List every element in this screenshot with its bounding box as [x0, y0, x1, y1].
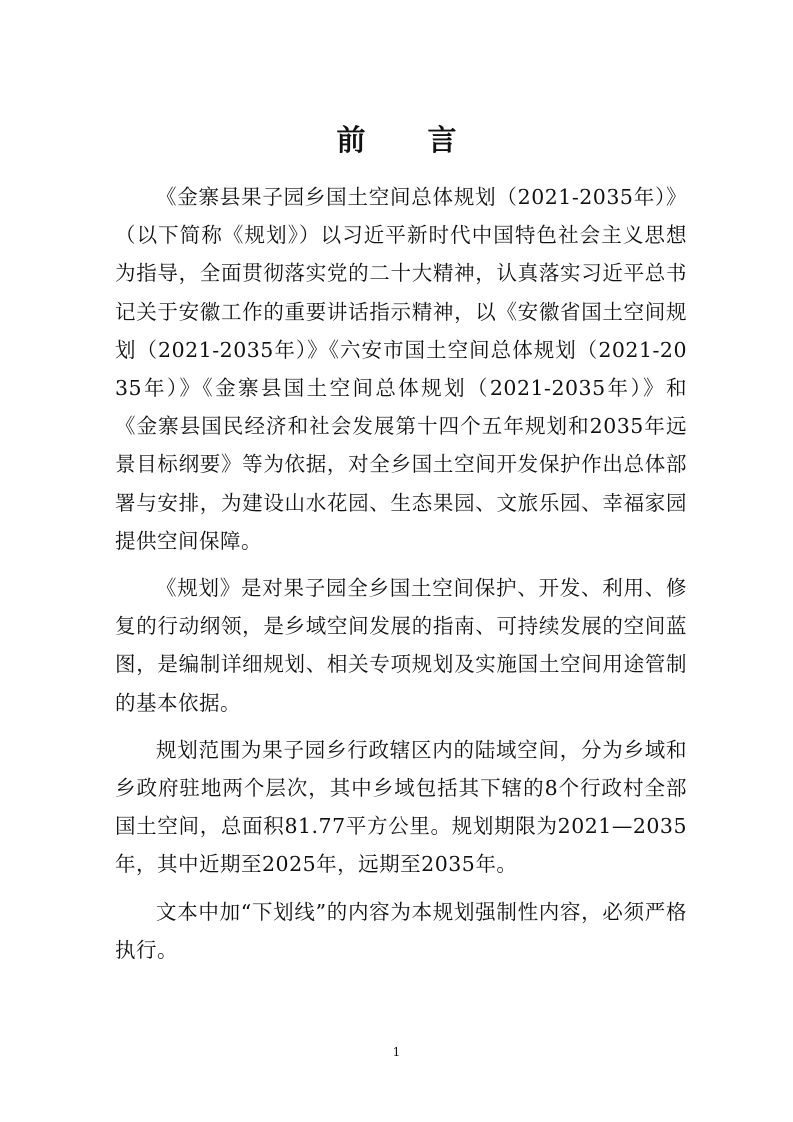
- page-title: 前 言: [336, 123, 483, 157]
- body-text: [115, 178, 687, 978]
- page-number: 1: [392, 1045, 401, 1059]
- paragraph-scope: 规划范围为果子园乡行政辖区内的陆域空间，分为乡域和乡政府驻地两个层次，其中乡域包括其下辖的8个行政村全部国土空间，总面积81.77平方公里。规划期限为2021—2035年，其中近期至2025年，远期至2035年。: [115, 737, 687, 877]
- paragraph-purpose: 《规划》是对果子园全乡国土空间保护、开发、利用、修复的行动纲领，是乡域空间发展的指南、可持续发展的空间蓝图，是编制详细规划、相关专项规划及实施国土空间用途管制的基本依据。: [115, 576, 687, 715]
- paragraph-intro: 《金寨县果子园乡国土空间总体规划（2021-2035年）》（以下简称《规划》）以习近平新时代中国特色社会主义思想为指导，全面贯彻落实党的二十大精神，认真落实习近平总书记关于安徽工作的重要讲话指示精神，以《安徽省国土空间规划（2021-2035年）》《六安市国土空间总体规划（2021-2035年）》《金寨县国土空间总体规划（2021-2035年）》和《金寨县国民经济和社会发展第十四个五年规划和2035年远景目标纲要》等为依据，对全乡国土空间开发保护作出总体部署与安排，为建设山水花园、生态果园、文旅乐园、幸福家园提供空间保障。: [115, 185, 687, 553]
- paragraph-mandatory-note: 文本中加“下划线”的内容为本规划强制性内容，必须严格执行。: [115, 899, 687, 962]
